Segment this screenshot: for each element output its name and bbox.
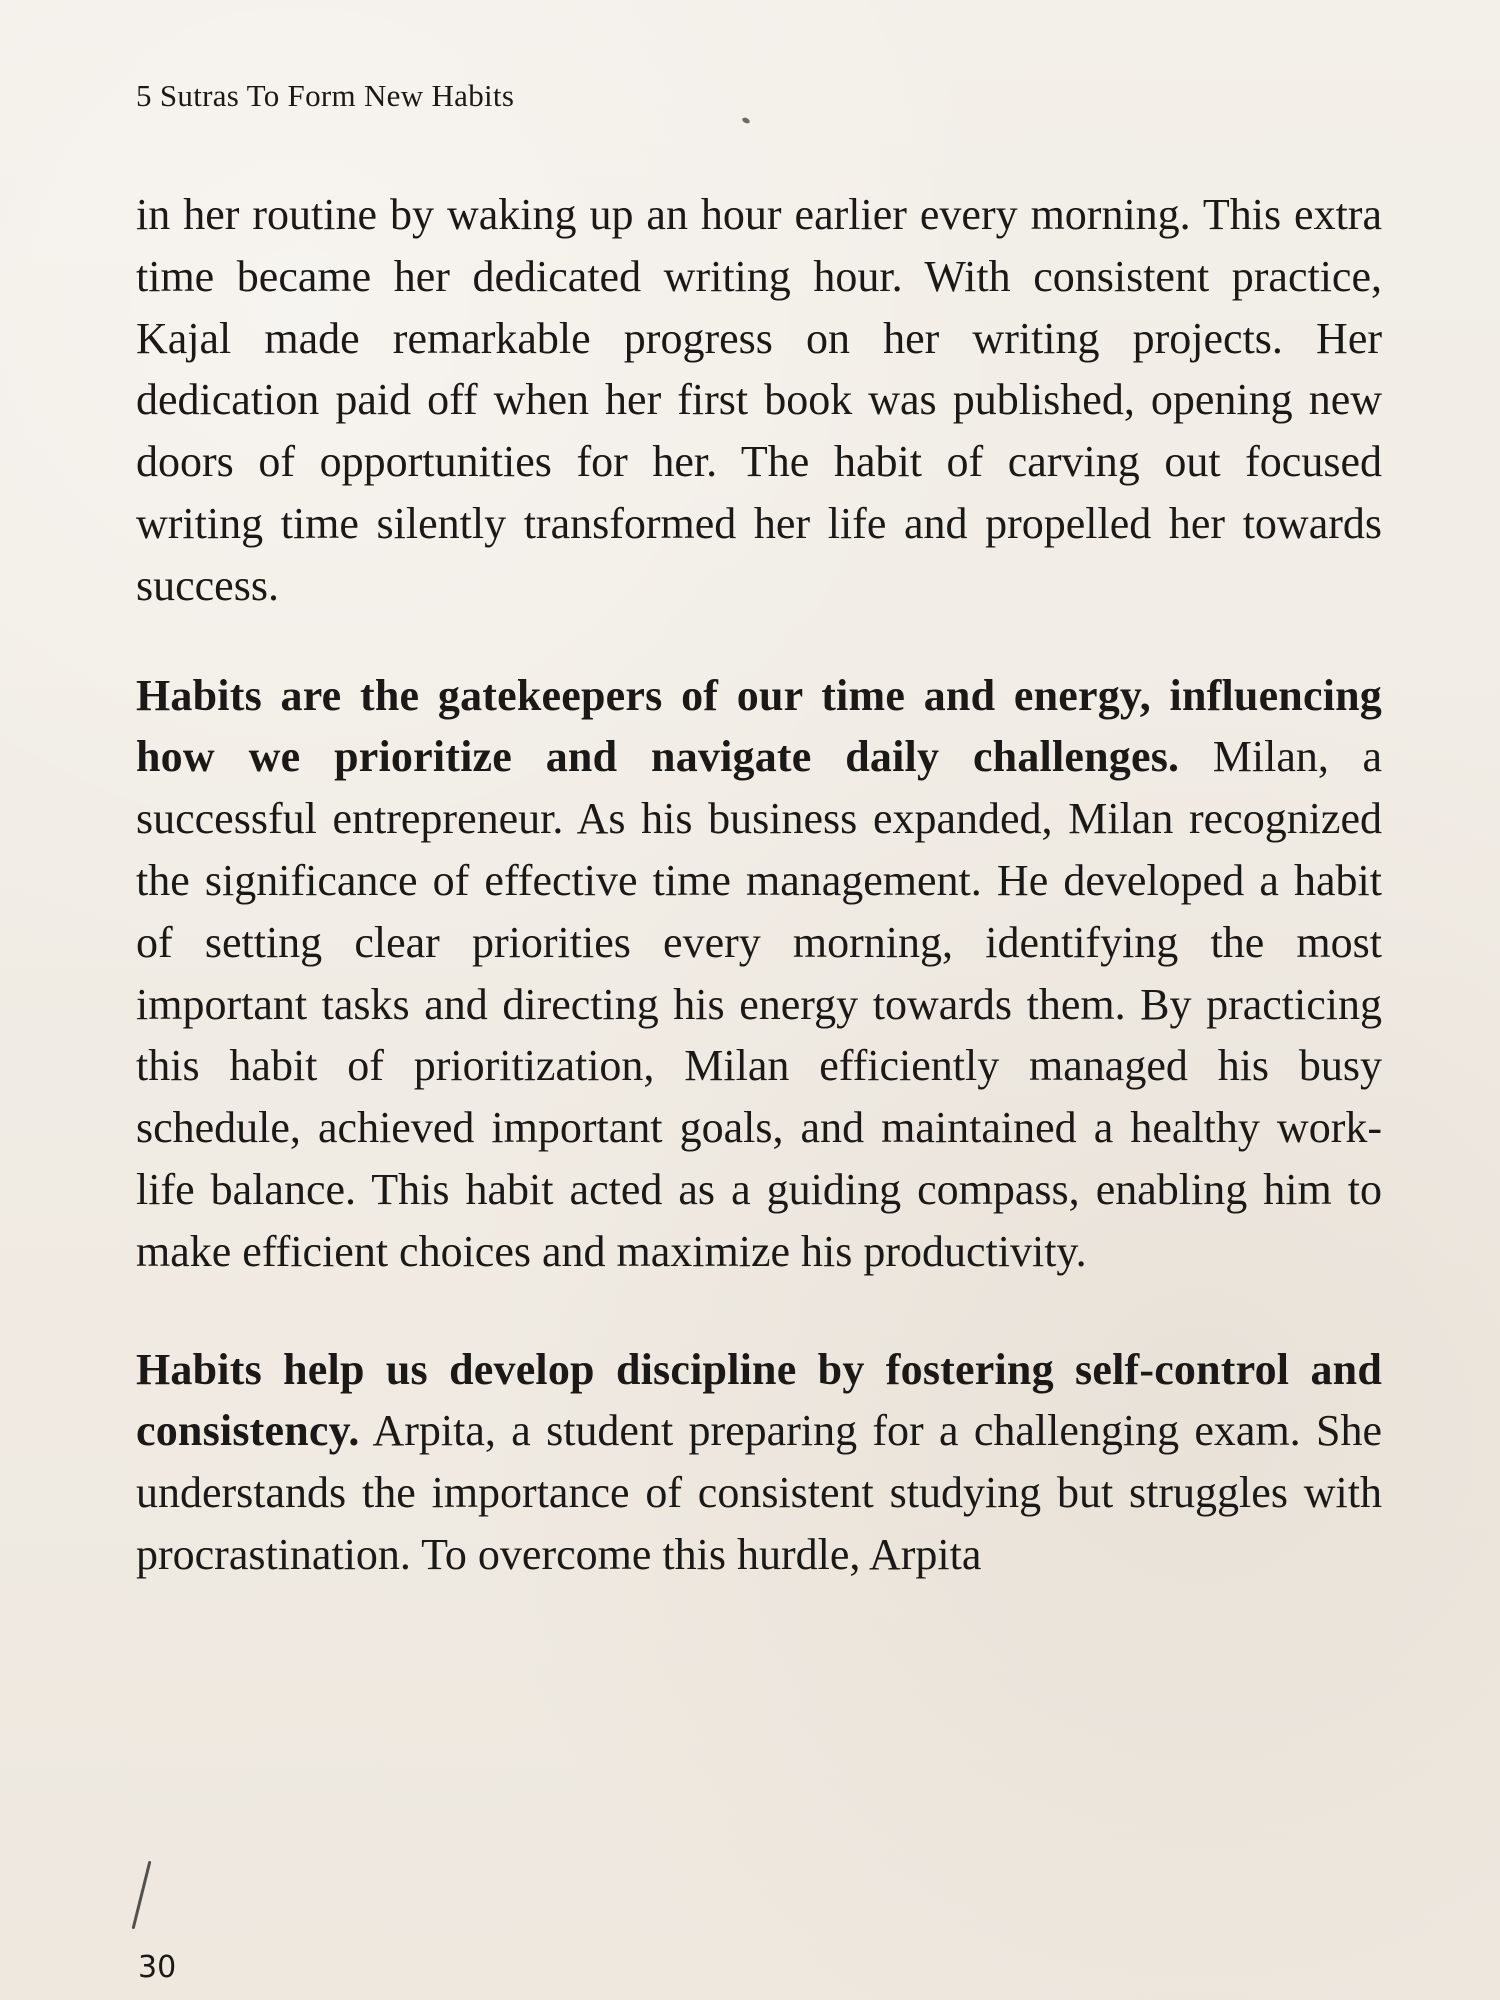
paragraph-2-lead: Habits are the gatekeepers of our time and energy, influencing how we prioritize and navigate daily challenges. <box>136 670 1382 782</box>
paragraph-2 <box>136 665 1382 1283</box>
paragraph-1-text: in her routine by waking up an hour earlier every morning. This extra time became her dedicated writing hour. With consistent practice, Kajal made remarkable progress on her writing projects. Her dedication paid off when her first book was published, opening new doors of opportunities for her. The habit of carving out focused writing time silently transformed her life and propelled her towards success. <box>136 190 1382 610</box>
paragraph-3-lead: Habits help us develop discipline by fostering self-control and consistency. <box>136 1344 1382 1456</box>
paragraph-1 <box>136 184 1382 617</box>
page-number: 30 <box>138 1950 177 1985</box>
ink-speck <box>741 117 750 125</box>
paragraph-3 <box>136 1339 1382 1586</box>
running-header: 5 Sutras To Form New Habits <box>136 78 515 113</box>
pen-mark <box>132 1861 152 1930</box>
paragraph-2-text: Milan, a successful entrepreneur. As his business expanded, Milan recognized the significance of effective time management. He developed a habit of setting clear priorities every morning, identifying the most important tasks and directing his energy towards them. By practicing this habit of prioritization, Milan efficiently managed his busy schedule, achieved important goals, and maintained a healthy work-life balance. This habit acted as a guiding compass, enabling him to make efficient choices and maximize his productivity. <box>136 732 1382 1276</box>
body-text <box>136 184 1382 1586</box>
paragraph-3-text: Arpita, a student preparing for a challenging exam. She understands the importance of consistent studying but struggles with procrastination. To overcome this hurdle, Arpita <box>136 1406 1382 1579</box>
